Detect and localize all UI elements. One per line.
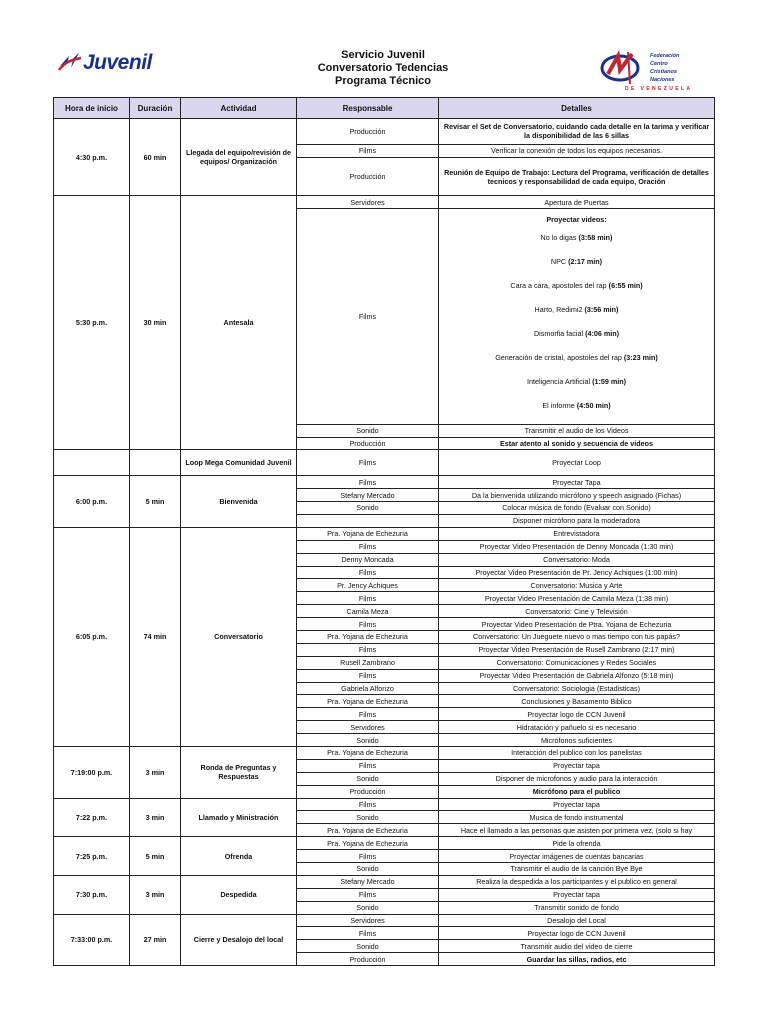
cell-details: Transmitir sonido de fondo — [439, 901, 715, 914]
cell-responsible: Sonido — [297, 502, 439, 515]
cell-duration — [130, 450, 181, 476]
col-header-duration: Duración — [130, 98, 181, 119]
cell-details: Proyectar logo de CCN Juvenil — [439, 708, 715, 721]
title-line-1: Servicio Juvenil — [341, 49, 425, 61]
cell-details: Conversatorio: Comunicaciones y Redes Sociales — [439, 656, 715, 669]
cell-details: Pide la ofrenda — [439, 837, 715, 850]
cell-details: Proyectar logo de CCN Juvenil — [439, 927, 715, 940]
cell-details: Proyectar tapa — [439, 888, 715, 901]
cell-responsible: Sonido — [297, 734, 439, 747]
cell-time: 7:22 p.m. — [54, 798, 130, 837]
cell-details: Guardar las sillas, radios, etc — [439, 953, 715, 966]
table-header-row — [54, 98, 715, 119]
cell-duration: 3 min — [130, 746, 181, 798]
cell-responsible: Films — [297, 618, 439, 631]
ccn-swoosh-icon — [57, 50, 83, 74]
logo-right-lines: Federación Centro Cristianos Naciones — [650, 53, 680, 83]
cell-details: Proyectar tapa — [439, 759, 715, 772]
juvenil-logo — [57, 50, 157, 76]
cell-time: 4:30 p.m. — [54, 119, 130, 196]
cell-responsible: Films — [297, 708, 439, 721]
cell-responsible: Films — [297, 643, 439, 656]
cell-details: Proyectar Tapa — [439, 476, 715, 489]
cell-time — [54, 450, 130, 476]
cell-duration: 3 min — [130, 875, 181, 914]
cell-time: 5:30 p.m. — [54, 196, 130, 450]
cell-responsible: Producción — [297, 157, 439, 196]
cell-activity: Conversatorio — [181, 527, 297, 746]
cell-details: Verificar la conexión de todos los equipos necesarios. — [439, 144, 715, 157]
cell-activity: Loop Mega Comunidad Juvenil — [181, 450, 297, 476]
cell-details: Proyectar tapa — [439, 798, 715, 811]
video-list-item: El informe (4:50 min) — [542, 401, 611, 411]
video-list-item: Inteligencia Artificial (1:59 min) — [526, 377, 627, 387]
cell-details: Micrófonos suficientes — [439, 734, 715, 747]
table-row — [54, 746, 715, 759]
cell-details: Musica de fondo instrumental — [439, 811, 715, 824]
cell-responsible: Films — [297, 927, 439, 940]
cell-responsible: Servidores — [297, 914, 439, 927]
cell-responsible: Gabriela Alfonzo — [297, 682, 439, 695]
cell-responsible: Pra. Yojana de Echezuria — [297, 824, 439, 837]
cell-details: Hidratación y pañuelo si es necesario — [439, 721, 715, 734]
cell-duration: 5 min — [130, 837, 181, 876]
cell-details: Disponer de microfonos y audio para la interacción — [439, 772, 715, 785]
cell-details: Conversatorio: Cine y Televisión — [439, 605, 715, 618]
cell-details: Proyectar Video Presentación de Rusell Zambrano (2:17 min) — [439, 643, 715, 656]
cell-details: Entrevistadora — [439, 527, 715, 540]
cell-details: Desalojo del Local — [439, 914, 715, 927]
cell-responsible: Films — [297, 540, 439, 553]
table-row — [54, 476, 715, 489]
cell-details: Proyectar Video Presentación de Camila Meza (1:38 min) — [439, 592, 715, 605]
cell-details: Micrófono para el publico — [439, 785, 715, 798]
cell-time: 7:30 p.m. — [54, 875, 130, 914]
cell-responsible: Films — [297, 759, 439, 772]
cell-time: 7:25 p.m. — [54, 837, 130, 876]
cell-details: Proyectar Video Presentación de Pr. Jency Achiques (1:00 min) — [439, 566, 715, 579]
table-row — [54, 119, 715, 145]
cell-details: Realiza la despedida a los participantes y el publico en general — [439, 875, 715, 888]
cell-responsible: Producción — [297, 785, 439, 798]
cell-time: 7:33:00 p.m. — [54, 914, 130, 966]
cell-responsible: Sonido — [297, 940, 439, 953]
schedule-table — [53, 97, 715, 966]
cell-responsible: Films — [297, 476, 439, 489]
cell-details: Transmitir audio del video de cierre — [439, 940, 715, 953]
cell-details — [439, 209, 715, 424]
col-header-time: Hora de inicio — [54, 98, 130, 119]
col-header-activity: Actividad — [181, 98, 297, 119]
table-row — [54, 196, 715, 209]
cell-activity: Ronda de Preguntas y Respuestas — [181, 746, 297, 798]
cell-details: Proyectar imágenes de cuentas bancarias — [439, 850, 715, 863]
cell-time: 6:05 p.m. — [54, 527, 130, 746]
cell-time: 6:00 p.m. — [54, 476, 130, 528]
title-line-2: Conversatorio Tedencias — [317, 62, 449, 74]
cell-duration: 74 min — [130, 527, 181, 746]
cell-activity: Cierre y Desalojo del local — [181, 914, 297, 966]
video-list-item: Dismorfia facial (4:06 min) — [533, 329, 620, 339]
cell-details: Transmitir el audio de los Videos — [439, 424, 715, 437]
cell-details: Disponer micrófono para la moderadora — [439, 514, 715, 527]
video-list-item: Harto, Redimi2 (3:56 min) — [534, 305, 619, 315]
cell-responsible: Films — [297, 144, 439, 157]
video-list-item: No lo digas (3:58 min) — [540, 233, 613, 243]
cell-responsible: Pra. Yojana de Echezuria — [297, 695, 439, 708]
cell-details: Reunión de Equipo de Trabajo: Lectura del Programa, verificación de detalles tecnicos y responsabilidad de cada equipo, Oración — [439, 157, 715, 196]
cell-activity: Antesala — [181, 196, 297, 450]
cell-responsible: Sonido — [297, 772, 439, 785]
cell-details: Conversatorio: Musica y Arte — [439, 579, 715, 592]
cell-details: Conversatorio: Un Jueguete nuevo o mas tiempo con tus papás? — [439, 630, 715, 643]
cell-responsible: Pr. Jency Achiques — [297, 579, 439, 592]
cell-responsible: Servidores — [297, 721, 439, 734]
cell-details: Conclusiones y Basamento Biblico — [439, 695, 715, 708]
cell-responsible: Films — [297, 209, 439, 424]
cell-responsible: Camila Meza — [297, 605, 439, 618]
cell-responsible: Films — [297, 566, 439, 579]
cell-responsible: Stefany Mercado — [297, 875, 439, 888]
cell-details: Da la bienvenida utilizando micrófono y speech asignado (Fichas) — [439, 489, 715, 502]
cell-responsible: Films — [297, 888, 439, 901]
table-row — [54, 527, 715, 540]
cell-responsible: Films — [297, 850, 439, 863]
cell-duration: 60 min — [130, 119, 181, 196]
table-row — [54, 450, 715, 476]
cell-duration: 30 min — [130, 196, 181, 450]
cell-responsible: Pra. Yojana de Echezuria — [297, 630, 439, 643]
cell-activity: Llamado y Ministración — [181, 798, 297, 837]
cell-details: Proyectar Video Presentación de Denny Moncada (1:30 min) — [439, 540, 715, 553]
table-row — [54, 837, 715, 850]
cell-responsible: Films — [297, 798, 439, 811]
cell-responsible: Sonido — [297, 901, 439, 914]
cell-duration: 3 min — [130, 798, 181, 837]
video-list-item: Generación de cristal, apostoles del rap (3:23 min) — [495, 353, 658, 363]
cell-details: Hace el llamado a las personas que asisten por primera vez, (solo si hay — [439, 824, 715, 837]
cell-responsible: Sonido — [297, 424, 439, 437]
video-list-title: Proyectar videos: — [546, 215, 607, 225]
cell-time: 7:19:00 p.m. — [54, 746, 130, 798]
cell-responsible: Denny Moncada — [297, 553, 439, 566]
col-header-responsible: Responsable — [297, 98, 439, 119]
cell-details: Proyectar Video Presentación de Ptra. Yojana de Echezuria — [439, 618, 715, 631]
cell-responsible: Producción — [297, 437, 439, 450]
cell-details: Proyectar Video Presentación de Gabriela Alfonzo (5:18 min) — [439, 669, 715, 682]
logo-right-bottom: DE VENEZUELA — [625, 86, 693, 92]
cell-responsible: Producción — [297, 953, 439, 966]
cell-responsible: Pra. Yojana de Echezuria — [297, 746, 439, 759]
video-list-item: Cara a cara, apostoles del rap (6:55 min) — [510, 281, 643, 291]
cell-details: Conversatorio: Moda — [439, 553, 715, 566]
cell-responsible: Films — [297, 592, 439, 605]
document-header — [53, 46, 714, 96]
document-title — [283, 49, 483, 88]
cell-details: Transmitir el audio de la canción Bye Bye — [439, 862, 715, 875]
video-list-item: NPC (2:17 min) — [550, 257, 603, 267]
ccn-emblem-icon — [598, 48, 658, 88]
cell-responsible: Films — [297, 450, 439, 476]
cell-details: Revisar el Set de Conversatorio, cuidando cada detalle en la tarima y verificar la disponibilidad de las 6 sillas — [439, 119, 715, 145]
cell-details: Proyectar Loop — [439, 450, 715, 476]
cell-responsible: Pra. Yojana de Echezuria — [297, 837, 439, 850]
cell-responsible: Stefany Mercado — [297, 489, 439, 502]
cell-responsible: Films — [297, 669, 439, 682]
cell-activity: Llegada del equipo/revisión de equipos/ Organización — [181, 119, 297, 196]
cell-details: Estar atento al sonido y secuencia de videos — [439, 437, 715, 450]
cell-duration: 5 min — [130, 476, 181, 528]
cell-responsible — [297, 514, 439, 527]
table-row — [54, 914, 715, 927]
table-row — [54, 798, 715, 811]
table-row — [54, 875, 715, 888]
title-line-3: Programa Técnico — [335, 75, 431, 87]
cell-responsible: Pra. Yojana de Echezuria — [297, 527, 439, 540]
cell-responsible: Sonido — [297, 862, 439, 875]
cell-responsible: Sonido — [297, 811, 439, 824]
cell-duration: 27 min — [130, 914, 181, 966]
cell-responsible: Producción — [297, 119, 439, 145]
ccn-logo — [598, 46, 716, 96]
cell-activity: Despedida — [181, 875, 297, 914]
cell-responsible: Servidores — [297, 196, 439, 209]
cell-details: Colocar música de fondo (Evaluar con Sonido) — [439, 502, 715, 515]
cell-responsible: Rusell Zambrano — [297, 656, 439, 669]
cell-details: Interacción del publico con los panelistas — [439, 746, 715, 759]
cell-activity: Bienvenida — [181, 476, 297, 528]
cell-activity: Ofrenda — [181, 837, 297, 876]
col-header-details: Detalles — [439, 98, 715, 119]
logo-left-text: Juvenil — [83, 51, 152, 74]
cell-details: Apertura de Puertas — [439, 196, 715, 209]
cell-details: Conversatorio: Sociologia (Estadisticas) — [439, 682, 715, 695]
